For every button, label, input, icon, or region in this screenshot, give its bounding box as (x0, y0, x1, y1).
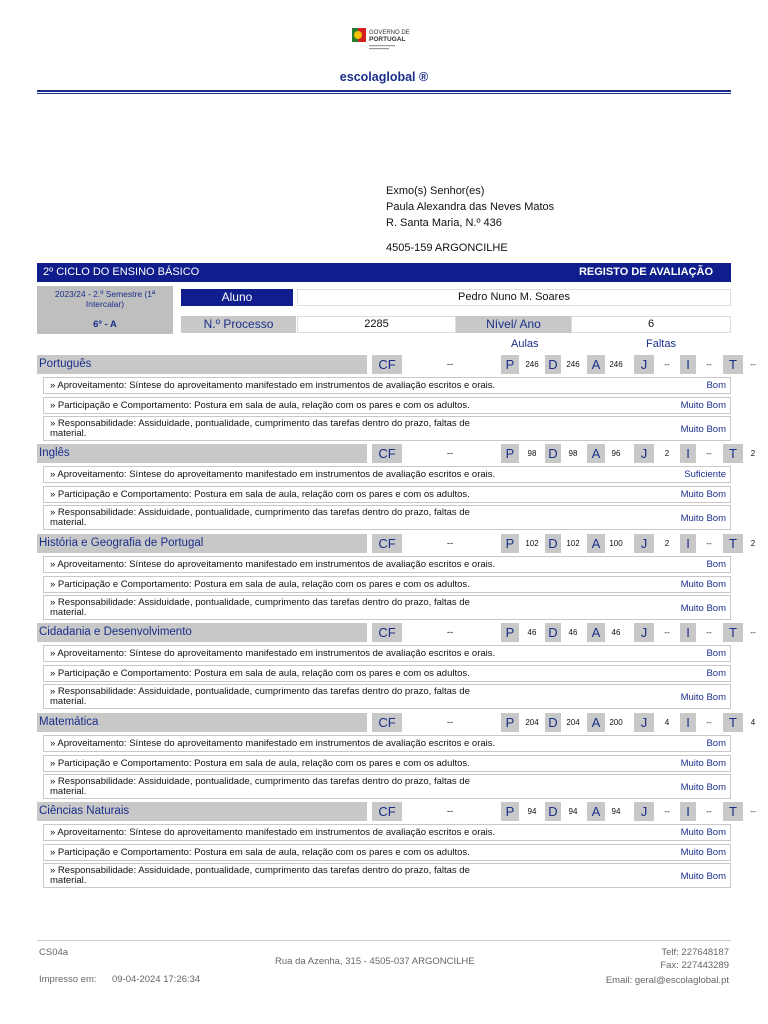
criterion-grade: Bom (706, 738, 726, 749)
address-postal: 4505-159 ARGONCILHE (386, 242, 508, 254)
faltas-header: Faltas (646, 338, 676, 350)
subject-key-t: T (723, 802, 743, 821)
criterion-text: » Aproveitamento: Síntese do aproveitamento manifestado em instrumentos de avaliação escritos e orais. (50, 648, 496, 659)
subject-value-a: 200 (605, 714, 627, 731)
criterion-text: » Aproveitamento: Síntese do aproveitamento manifestado em instrumentos de avaliação escritos e orais. (50, 380, 496, 391)
subject-key-t: T (723, 713, 743, 732)
criterion-text-line1: » Responsabilidade: Assiduidade, pontualidade, cumprimento das tarefas dentro do prazo, faltas de (50, 686, 470, 697)
criterion-text-line1: » Responsabilidade: Assiduidade, pontualidade, cumprimento das tarefas dentro do prazo, faltas de (50, 776, 470, 787)
subject-name: Inglês (37, 444, 367, 463)
criterion-row (43, 645, 731, 662)
criterion-row (43, 595, 731, 620)
subject-name: Cidadania e Desenvolvimento (37, 623, 367, 642)
criterion-row (43, 505, 731, 530)
criterion-row (43, 486, 731, 503)
subject-value-a: 96 (605, 445, 627, 462)
criterion-grade: Muito Bom (680, 513, 726, 524)
subject-value-j: -- (654, 356, 680, 373)
criterion-grade: Suficiente (684, 469, 726, 480)
school-fax: Fax: 227443289 (660, 960, 729, 971)
footer-divider (37, 940, 731, 941)
subject-value-cf: -- (402, 624, 498, 641)
subject-key-p: P (501, 623, 519, 642)
criterion-text-line2: material. (50, 875, 87, 886)
subject-value-i: -- (696, 535, 722, 552)
subject-value-p: 94 (519, 803, 545, 820)
criterion-grade: Muito Bom (680, 827, 726, 838)
criterion-row (43, 665, 731, 682)
subject-value-d: 102 (561, 535, 585, 552)
subject-key-p: P (501, 802, 519, 821)
subject-key-cf: CF (372, 802, 402, 821)
address-salutation: Exmo(s) Senhor(es) (386, 185, 485, 197)
subject-key-d: D (545, 355, 561, 374)
criterion-text (50, 777, 544, 797)
aluno-name: Pedro Nuno M. Soares (297, 289, 731, 306)
subject-key-t: T (723, 355, 743, 374)
subject-value-cf: -- (402, 535, 498, 552)
criterion-grade: Muito Bom (680, 603, 726, 614)
subject-value-t: 2 (743, 535, 763, 552)
subject-row (37, 444, 756, 463)
criterion-text: » Participação e Comportamento: Postura em sala de aula, relação com os pares e com os adultos. (50, 758, 470, 769)
form-code: CS04a (39, 947, 69, 958)
subject-value-d: 98 (561, 445, 585, 462)
address-street: R. Santa Maria, N.º 436 (386, 217, 502, 229)
criterion-text (50, 419, 544, 439)
criterion-row (43, 774, 731, 799)
subject-name: História e Geografia de Portugal (37, 534, 367, 553)
criterion-grade: Muito Bom (680, 871, 726, 882)
criterion-row (43, 466, 731, 483)
criterion-text (50, 598, 544, 618)
criterion-row (43, 416, 731, 441)
subject-key-i: I (680, 355, 696, 374)
criterion-text-line1: » Responsabilidade: Assiduidade, pontualidade, cumprimento das tarefas dentro do prazo, faltas de (50, 597, 470, 608)
criterion-text (50, 866, 544, 886)
period-label: 2023/24 - 2.º Semestre (1ª Intercalar) (54, 289, 156, 309)
criterion-text: » Participação e Comportamento: Postura em sala de aula, relação com os pares e com os adultos. (50, 847, 470, 858)
subject-key-i: I (680, 802, 696, 821)
subject-row (37, 355, 756, 374)
subject-key-cf: CF (372, 623, 402, 642)
criterion-grade: Muito Bom (680, 782, 726, 793)
subject-row (37, 623, 756, 642)
criterion-text (50, 687, 544, 707)
subject-key-i: I (680, 444, 696, 463)
subject-value-t: 2 (743, 445, 763, 462)
subject-key-a: A (587, 444, 605, 463)
nivel-label: Nível/ Ano (456, 316, 571, 333)
subject-row (37, 713, 756, 732)
subject-key-cf: CF (372, 355, 402, 374)
subject-key-j: J (634, 713, 654, 732)
subject-value-t: -- (743, 803, 763, 820)
criterion-row (43, 755, 731, 772)
subject-value-j: 2 (654, 535, 680, 552)
printed-label: Impresso em: (39, 974, 97, 985)
criterion-row (43, 684, 731, 709)
subject-value-j: -- (654, 803, 680, 820)
criterion-text: » Participação e Comportamento: Postura em sala de aula, relação com os pares e com os adultos. (50, 489, 470, 500)
subject-key-i: I (680, 713, 696, 732)
subject-key-t: T (723, 534, 743, 553)
subject-key-t: T (723, 623, 743, 642)
banner-cycle: 2º CICLO DO ENSINO BÁSICO (43, 266, 200, 278)
processo-value: 2285 (297, 316, 456, 333)
subject-value-i: -- (696, 445, 722, 462)
subject-value-a: 94 (605, 803, 627, 820)
subject-row (37, 802, 756, 821)
subject-key-p: P (501, 444, 519, 463)
subject-key-j: J (634, 444, 654, 463)
section-banner (37, 263, 731, 282)
criterion-text: » Aproveitamento: Síntese do aproveitamento manifestado em instrumentos de avaliação escritos e orais. (50, 559, 496, 570)
subject-value-p: 102 (519, 535, 545, 552)
processo-label: N.º Processo (181, 316, 296, 333)
subject-name: Ciências Naturais (37, 802, 367, 821)
subject-name: Matemática (37, 713, 367, 732)
subject-key-p: P (501, 713, 519, 732)
period-box (37, 286, 173, 334)
subject-key-i: I (680, 623, 696, 642)
address-name: Paula Alexandra das Neves Matos (386, 201, 555, 213)
criterion-row (43, 556, 731, 573)
criterion-grade: Muito Bom (680, 400, 726, 411)
criterion-grade: Muito Bom (680, 579, 726, 590)
subject-value-cf: -- (402, 445, 498, 462)
criterion-text: » Participação e Comportamento: Postura em sala de aula, relação com os pares e com os adultos. (50, 579, 470, 590)
subject-value-j: 2 (654, 445, 680, 462)
criterion-grade: Muito Bom (680, 489, 726, 500)
subject-value-d: 204 (561, 714, 585, 731)
criterion-text-line1: » Responsabilidade: Assiduidade, pontualidade, cumprimento das tarefas dentro do prazo, faltas de (50, 865, 470, 876)
subject-value-cf: -- (402, 356, 498, 373)
subject-value-i: -- (696, 714, 722, 731)
criterion-grade: Bom (706, 668, 726, 679)
school-address: Rua da Azenha, 315 - 4505-037 ARGONCILHE (275, 956, 475, 967)
governo-portugal-logo (350, 24, 420, 58)
criterion-text-line2: material. (50, 517, 87, 528)
subject-row (37, 534, 756, 553)
subject-key-a: A (587, 713, 605, 732)
criterion-text: » Participação e Comportamento: Postura em sala de aula, relação com os pares e com os adultos. (50, 668, 470, 679)
criterion-text-line2: material. (50, 786, 87, 797)
subject-key-a: A (587, 534, 605, 553)
subject-key-j: J (634, 534, 654, 553)
subject-value-d: 246 (561, 356, 585, 373)
school-phone: Telf: 227648187 (661, 947, 729, 958)
criterion-row (43, 377, 731, 394)
subject-key-j: J (634, 802, 654, 821)
subject-key-cf: CF (372, 713, 402, 732)
subject-key-i: I (680, 534, 696, 553)
subject-key-p: P (501, 534, 519, 553)
criterion-text: » Aproveitamento: Síntese do aproveitamento manifestado em instrumentos de avaliação escritos e orais. (50, 738, 496, 749)
subject-key-a: A (587, 623, 605, 642)
subject-value-d: 46 (561, 624, 585, 641)
criterion-grade: Muito Bom (680, 758, 726, 769)
subject-value-i: -- (696, 803, 722, 820)
criterion-text-line2: material. (50, 607, 87, 618)
subject-value-p: 46 (519, 624, 545, 641)
header-divider (37, 90, 731, 92)
class-label: 6º - A (93, 319, 117, 330)
subject-value-p: 246 (519, 356, 545, 373)
criterion-grade: Muito Bom (680, 424, 726, 435)
criterion-grade: Bom (706, 559, 726, 570)
criterion-text: » Aproveitamento: Síntese do aproveitamento manifestado em instrumentos de avaliação escritos e orais. (50, 827, 496, 838)
subject-value-p: 98 (519, 445, 545, 462)
subject-key-cf: CF (372, 534, 402, 553)
subject-key-d: D (545, 623, 561, 642)
subject-key-a: A (587, 802, 605, 821)
criterion-text: » Aproveitamento: Síntese do aproveitamento manifestado em instrumentos de avaliação escritos e orais. (50, 469, 496, 480)
logo-text-1: GOVERNO DE (369, 30, 410, 36)
subject-key-d: D (545, 802, 561, 821)
subject-value-a: 46 (605, 624, 627, 641)
criterion-row (43, 576, 731, 593)
criterion-text (50, 508, 544, 528)
header-divider-thin (37, 93, 731, 94)
aulas-header: Aulas (511, 338, 539, 350)
criterion-text-line1: » Responsabilidade: Assiduidade, pontualidade, cumprimento das tarefas dentro do prazo, faltas de (50, 507, 470, 518)
banner-title: REGISTO DE AVALIAÇÃO (578, 266, 713, 278)
school-email: Email: geral@escolaglobal.pt (605, 975, 729, 986)
subject-value-j: 4 (654, 714, 680, 731)
subject-value-d: 94 (561, 803, 585, 820)
subject-value-a: 100 (605, 535, 627, 552)
nivel-value: 6 (571, 316, 731, 333)
criterion-text-line1: » Responsabilidade: Assiduidade, pontualidade, cumprimento das tarefas dentro do prazo, faltas de (50, 418, 470, 429)
criterion-text-line2: material. (50, 696, 87, 707)
criterion-row (43, 397, 731, 414)
subject-value-a: 246 (605, 356, 627, 373)
criterion-grade: Bom (706, 380, 726, 391)
subject-key-t: T (723, 444, 743, 463)
criterion-text: » Participação e Comportamento: Postura em sala de aula, relação com os pares e com os adultos. (50, 400, 470, 411)
subject-key-d: D (545, 713, 561, 732)
subject-value-j: -- (654, 624, 680, 641)
subject-value-t: -- (743, 624, 763, 641)
brand-title: escolaglobal ® (339, 70, 429, 84)
subject-value-i: -- (696, 624, 722, 641)
subject-value-cf: -- (402, 714, 498, 731)
subject-value-t: -- (743, 356, 763, 373)
aluno-label: Aluno (181, 289, 293, 306)
subject-name: Português (37, 355, 367, 374)
subject-key-j: J (634, 623, 654, 642)
subject-key-j: J (634, 355, 654, 374)
printed-date: 09-04-2024 17:26:34 (112, 974, 201, 985)
subject-value-i: -- (696, 356, 722, 373)
recipient-address (386, 183, 554, 256)
subject-value-p: 204 (519, 714, 545, 731)
criterion-text-line2: material. (50, 428, 87, 439)
subject-key-d: D (545, 444, 561, 463)
subject-key-cf: CF (372, 444, 402, 463)
criterion-grade: Muito Bom (680, 847, 726, 858)
subject-value-t: 4 (743, 714, 763, 731)
subject-value-cf: -- (402, 803, 498, 820)
criterion-row (43, 735, 731, 752)
criterion-grade: Bom (706, 648, 726, 659)
criterion-row (43, 844, 731, 861)
criterion-row (43, 863, 731, 888)
subject-key-a: A (587, 355, 605, 374)
logo-text-2: PORTUGAL (369, 36, 406, 43)
subject-key-d: D (545, 534, 561, 553)
criterion-grade: Muito Bom (680, 692, 726, 703)
criterion-row (43, 824, 731, 841)
subject-key-p: P (501, 355, 519, 374)
